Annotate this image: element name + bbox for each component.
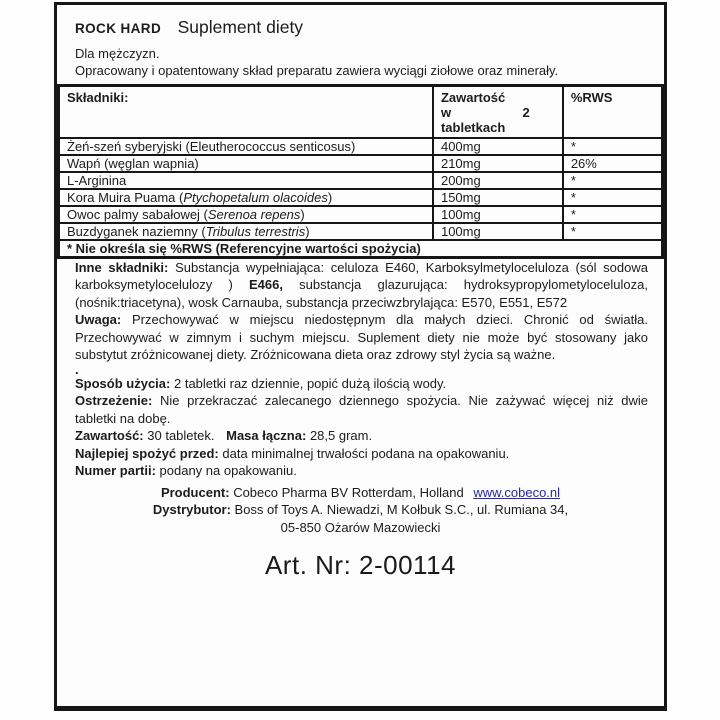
title-line bbox=[75, 17, 648, 38]
contents-label: Zawartość: bbox=[75, 428, 144, 443]
table-row bbox=[59, 138, 663, 155]
brand-name: ROCK HARD bbox=[75, 21, 162, 36]
warning-storage-paragraph: Uwaga: Przechowywać w miejscu niedostępnym dla małych dzieci. Chronić od światła. Przechowywać w zimnym i suchym miejscu. Suplement diety nie może być stosowany jako substytut zróżnicowanej diety. Zróżnicowana dieta oraz zdrowy styl życia są ważne. bbox=[75, 312, 648, 362]
producer-distributor-block bbox=[57, 484, 664, 537]
col-header-amount bbox=[433, 86, 563, 138]
table-row bbox=[59, 223, 663, 240]
col-header-ingredients: Składniki: bbox=[59, 86, 433, 138]
ingredient-name: L-Arginina bbox=[59, 172, 433, 189]
ingredient-name: Kora Muira Puama (Ptychopetalum olacoides) bbox=[59, 189, 433, 206]
distributor-label: Dystrybutor: bbox=[152, 502, 231, 517]
ingredient-amount: 400mg bbox=[433, 138, 563, 155]
ingredient-rws: * bbox=[563, 138, 663, 155]
ingredient-rws: * bbox=[563, 223, 663, 240]
ingredient-rws: * bbox=[563, 172, 663, 189]
usage-paragraph: Sposób użycia: 2 tabletki raz dziennie, popić dużą ilością wody. bbox=[75, 375, 447, 391]
producer-line: Producent: Cobeco Pharma BV Rotterdam, Holland www.cobeco.nl bbox=[160, 484, 561, 500]
ingredient-amount: 200mg bbox=[433, 172, 563, 189]
table-row bbox=[59, 155, 663, 172]
target-audience-line: Dla mężczyzn. bbox=[75, 46, 160, 61]
other-ingredients-label: Inne składniki: bbox=[75, 259, 169, 275]
other-ingredients-paragraph: Inne składniki: Substancja wypełniająca: celuloza E460, Karboksylmetyloceluloza (sól sodowa karboksymetylocelulozy ) E466, substancja glazurująca: hydroksypropylometyloceluloza, (nośnik:triacetyna), wosk Carnauba, substancja przeciwzbrylająca: E570, E551, E572 bbox=[75, 259, 648, 310]
product-type: Suplement diety bbox=[177, 17, 304, 37]
usage-label: Sposób użycia: bbox=[75, 375, 171, 391]
table-row bbox=[59, 206, 663, 223]
caution-label: Ostrzeżenie: bbox=[75, 393, 153, 408]
ingredient-rws: 26% bbox=[563, 155, 663, 172]
ingredients-table bbox=[57, 84, 664, 259]
ingredient-rws: * bbox=[563, 189, 663, 206]
ingredient-name: Żeń-szeń syberyjski (Eleutherococcus senticosus) bbox=[59, 138, 433, 155]
table-header-row bbox=[59, 86, 663, 138]
table-footnote-row bbox=[59, 240, 663, 258]
label-border-box bbox=[54, 2, 667, 711]
stray-dot: . bbox=[75, 361, 79, 377]
caution-paragraph: Ostrzeżenie: Nie przekraczać zalecanego dziennego spożycia. Nie zażywać więcej niż dwie tabletki na dobę. bbox=[75, 393, 648, 426]
batch-number-label: Numer partii: bbox=[75, 463, 156, 478]
description-line: Opracowany i opatentowany skład preparatu zawiera wyciągi ziołowe oraz minerały. bbox=[75, 63, 559, 78]
ingredient-name: Owoc palmy sabałowej (Serenoa repens) bbox=[59, 206, 433, 223]
ingredient-name: Wapń (węglan wapnia) bbox=[59, 155, 433, 172]
rws-footnote: * Nie określa się %RWS (Referencyjne wartości spożycia) bbox=[59, 240, 663, 258]
ingredient-rws: * bbox=[563, 206, 663, 223]
ingredient-amount: 150mg bbox=[433, 189, 563, 206]
contents-paragraph: Zawartość: 30 tabletek. Masa łączna: 28,5 gram. bbox=[75, 428, 373, 443]
distributor-line: Dystrybutor: Boss of Toys A. Niewadzi, M Kołbuk S.C., ul. Rumiana 34, bbox=[152, 502, 569, 517]
col-header-rws: %RWS bbox=[563, 86, 663, 138]
table-row bbox=[59, 189, 663, 206]
ingredient-amount: 210mg bbox=[433, 155, 563, 172]
total-mass-label: Masa łączna: bbox=[226, 428, 307, 443]
ingredient-name: Buzdyganek naziemny (Tribulus terrestris) bbox=[59, 223, 433, 240]
batch-number-paragraph: Numer partii: podany na opakowaniu. bbox=[75, 463, 297, 478]
amount-header-line1: Zawartość bbox=[440, 90, 506, 105]
ingredient-amount: 100mg bbox=[433, 206, 563, 223]
distributor-address-line: 05-850 Ożarów Mazowiecki bbox=[280, 519, 441, 535]
producer-website-link[interactable]: www.cobeco.nl bbox=[473, 484, 561, 500]
warning-label: Uwaga: bbox=[75, 312, 122, 327]
best-before-paragraph: Najlepiej spożyć przed: data minimalnej trwałości podana na opakowaniu. bbox=[75, 445, 510, 461]
article-number: Art. Nr: 2-00114 bbox=[264, 550, 457, 580]
best-before-label: Najlepiej spożyć przed: bbox=[75, 445, 219, 461]
producer-label: Producent: bbox=[160, 484, 230, 500]
table-row bbox=[59, 172, 663, 189]
amount-header-line2: w 2 bbox=[440, 105, 530, 120]
amount-header-line3: tabletkach bbox=[440, 120, 506, 135]
ingredient-amount: 100mg bbox=[433, 223, 563, 240]
